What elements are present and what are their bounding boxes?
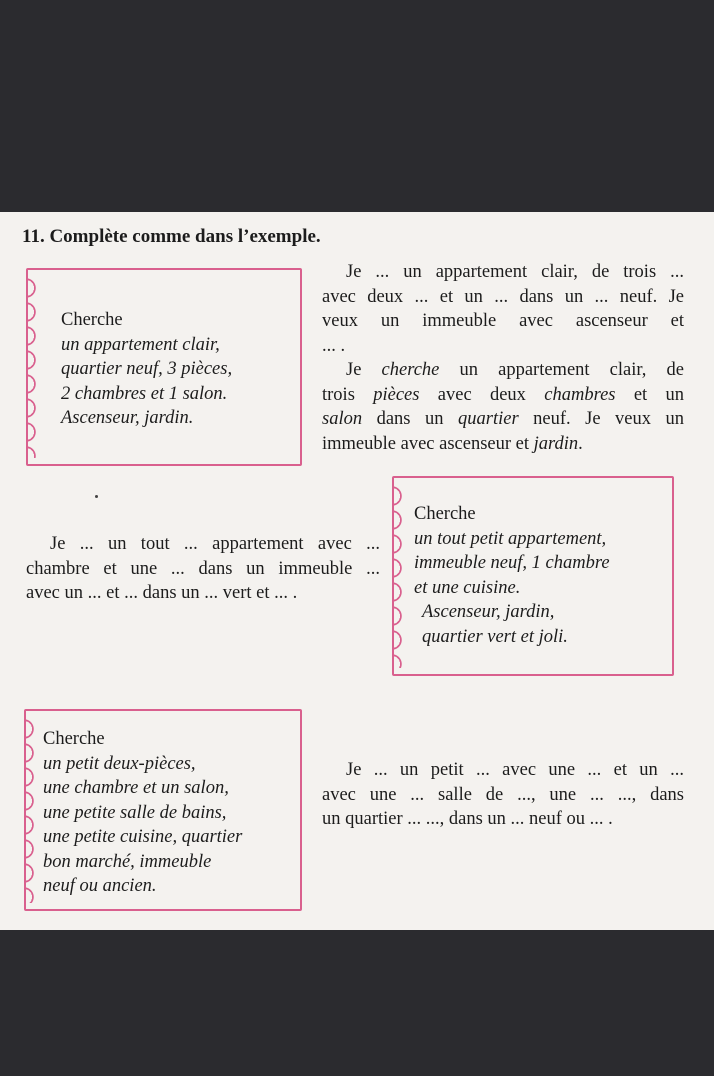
answer-keyword: cherche [381, 360, 440, 380]
ad-3-line: Cherche [43, 729, 105, 749]
ad-2-line: Cherche [414, 504, 476, 524]
ad-box-2-scallop [392, 484, 404, 668]
ad-1-line: Cherche [61, 310, 123, 330]
exercise-2-text [26, 532, 380, 606]
ad-2-line: et une cuisine. [414, 577, 521, 598]
ad-1-line: 2 chambres et 1 salon. [61, 383, 228, 404]
answer-part: Je [346, 360, 382, 380]
exercise-3-line: un quartier ... ..., dans un ... neuf ou ... . [322, 809, 613, 829]
textbook-page [0, 212, 714, 930]
answer-keyword: pièces [373, 384, 420, 405]
ad-box-2 [392, 476, 674, 676]
exercise-1-line: Je ... un appartement clair, de trois ... [346, 262, 684, 282]
ad-1-line: un appartement clair, [61, 334, 220, 355]
ad-3-line: neuf ou ancien. [43, 876, 157, 896]
answer-part: avec deux [419, 384, 545, 405]
answer-keyword: quartier [458, 409, 519, 429]
ad-box-1-scallop [26, 276, 38, 458]
ad-1-line: quartier neuf, 3 pièces, [61, 359, 233, 379]
ad-box-3-scallop [24, 717, 36, 903]
example-answer-line [322, 358, 684, 383]
ad-box-3 [24, 709, 302, 911]
ad-3-line: une petite cuisine, quartier [43, 827, 243, 847]
answer-part: un appartement clair, de [439, 360, 684, 380]
exercise-3-line: Je ... un petit ... avec une ... et un ... [346, 760, 684, 780]
ad-2-line: immeuble neuf, 1 chambre [414, 553, 610, 573]
ad-3-line: une chambre et un salon, [43, 778, 229, 798]
exercise-1-line: veux un immeuble avec ascenseur et [322, 311, 684, 331]
ad-2-line: Ascenseur, jardin, [422, 602, 555, 622]
ad-2-line: quartier vert et joli. [422, 626, 568, 647]
answer-part: neuf. Je veux un [518, 409, 684, 429]
exercise-2-line: avec un ... et ... dans un ... vert et ... . [26, 583, 298, 603]
answer-part: trois [322, 384, 374, 405]
ad-2-line: un tout petit appartement, [414, 528, 607, 549]
exercise-3-text [322, 758, 684, 832]
example-answer-line [322, 383, 684, 408]
exercise-1-text [322, 260, 684, 456]
exercise-2-line: Je ... un tout ... appartement avec ... [50, 534, 380, 554]
example-answer-line [322, 407, 684, 432]
ad-3-line: un petit deux-pièces, [43, 753, 196, 774]
exercise-1-line: ... . [322, 335, 346, 356]
answer-keyword: chambres [544, 384, 616, 405]
answer-part: . [578, 433, 583, 454]
ad-3-line: bon marché, immeuble [43, 851, 212, 872]
exercise-1-line: avec deux ... et un ... dans un ... neuf. Je [322, 286, 684, 307]
ad-1-line: Ascenseur, jardin. [61, 408, 194, 428]
exercise-2-line: chambre et une ... dans un immeuble ... [26, 558, 380, 579]
answer-part: et un [615, 384, 685, 405]
answer-keyword: jardin [533, 433, 579, 454]
answer-part: dans un [362, 409, 458, 429]
exercise-title: 11. Complète comme dans l’exemple. [22, 226, 321, 247]
exercise-3-line: avec une ... salle de ..., une ... ..., dans [322, 784, 684, 805]
print-speck [95, 495, 98, 498]
example-answer-line [322, 432, 684, 457]
answer-keyword: salon [322, 409, 363, 429]
ad-3-line: une petite salle de bains, [43, 802, 227, 823]
ad-box-1 [26, 268, 302, 466]
answer-part: immeuble avec ascenseur et [322, 433, 534, 454]
